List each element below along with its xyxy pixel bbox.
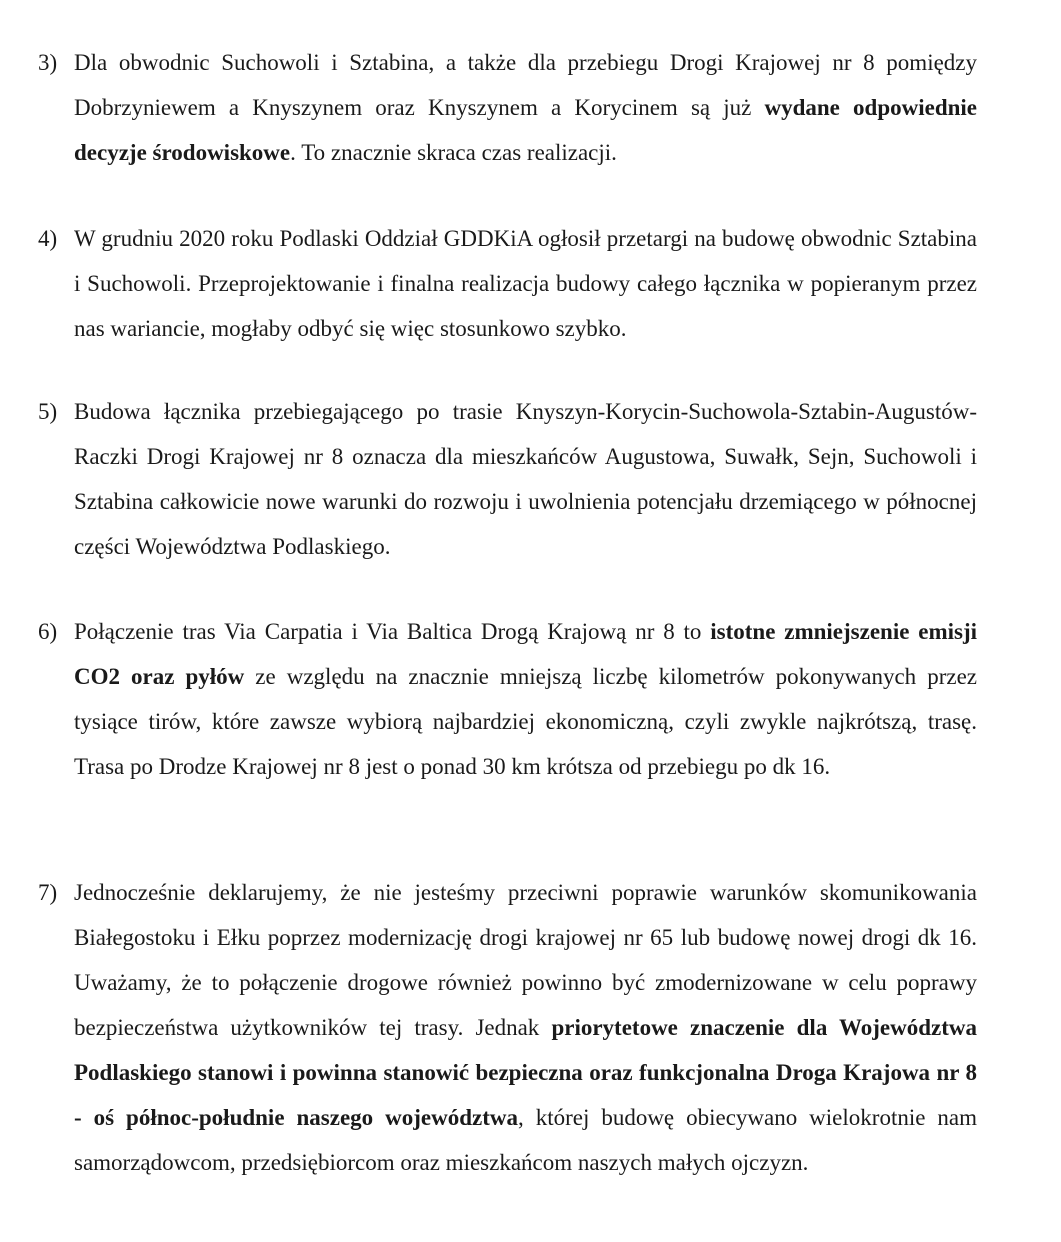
item-number: 4): [38, 226, 58, 251]
list-item-7: [38, 870, 977, 1185]
text-segment: , której budowę obiecywano wielokrotnie nam samorządowcom, przedsiębiorcom oraz mieszkańcom naszych małych ojczyzn.: [74, 1105, 977, 1175]
list-item-5: [38, 389, 977, 569]
item-text: [74, 216, 977, 351]
text-segment: . To znacznie skraca czas realizacji.: [290, 140, 617, 165]
bold-phrase: istotne zmniejszenie emisji CO2 oraz pyłów: [74, 619, 978, 689]
item-text: [74, 870, 977, 1185]
text-segment: Dla obwodnic Suchowoli i Sztabina, a także dla przebiegu Drogi Krajowej nr 8 pomiędzy Dobrzyniewem a Knyszynem oraz Knyszynem a Korycinem są już: [74, 50, 977, 120]
text-segment: Połączenie tras Via Carpatia i Via Baltica Drogą Krajową nr 8 to: [74, 619, 711, 644]
text-segment: Jednocześnie deklarujemy, że nie jesteśmy przeciwni poprawie warunków skomunikowania Białegostoku i Ełku poprzez modernizację drogi krajowej nr 65 lub budowę nowej drogi dk 16. Uważamy, że to połączenie drogowe również powinno być zmodernizowane w celu poprawy bezpieczeństwa użytkowników tej trasy. Jednak: [74, 880, 977, 1040]
list-item-4: [38, 216, 977, 351]
text-segment: Budowa łącznika przebiegającego po trasie Knyszyn-Korycin-Suchowola-Sztabin-Augustów-Raczki Drogi Krajowej nr 8 oznacza dla mieszkańców Augustowa, Suwałk, Sejn, Suchowoli i Sztabina całkowicie nowe warunki do rozwoju i uwolnienia potencjału drzemiącego w północnej części Województwa Podlaskiego.: [74, 399, 977, 559]
item-number: 6): [38, 619, 58, 644]
bold-phrase: priorytetowe znaczenie dla Województwa Podlaskiego stanowi i powinna stanowić bezpieczna oraz funkcjonalna Droga Krajowa nr 8 - oś północ-południe naszego województwa: [74, 1015, 977, 1130]
item-text: [74, 389, 977, 569]
list-item-3: [38, 40, 977, 175]
item-text: [74, 40, 977, 175]
item-number: 7): [38, 880, 58, 905]
text-segment: ze względu na znacznie mniejszą liczbę kilometrów pokonywanych przez tysiące tirów, które zawsze wybiorą najbardziej ekonomiczną, czyli zwykle najkrótszą, trasę. Trasa po Drodze Krajowej nr 8 jest o ponad 30 km krótsza od przebiegu po dk 16.: [74, 664, 977, 779]
item-number: 5): [38, 399, 58, 424]
bold-phrase: wydane odpowiednie decyzje środowiskowe: [74, 95, 977, 165]
item-text: [74, 609, 977, 789]
text-segment: W grudniu 2020 roku Podlaski Oddział GDDKiA ogłosił przetargi na budowę obwodnic Sztabina i Suchowoli. Przeprojektowanie i finalna realizacja budowy całego łącznika w popieranym przez nas wariancie, mogłaby odbyć się więc stosunkowo szybko.: [74, 226, 977, 341]
list-item-6: [38, 609, 977, 789]
item-number: 3): [38, 50, 58, 75]
